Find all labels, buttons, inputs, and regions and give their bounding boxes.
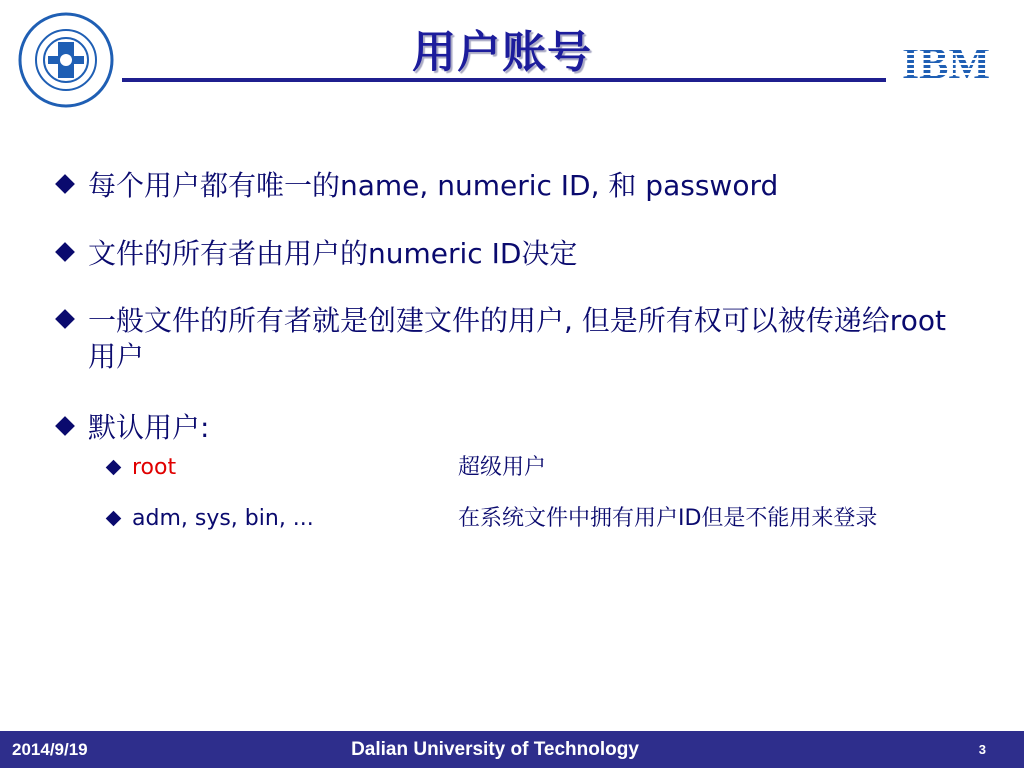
diamond-bullet-icon [55, 416, 75, 436]
user-name: root [132, 455, 177, 480]
bullet-text: 默认用户: [88, 411, 210, 444]
user-description: 超级用户 [458, 455, 547, 480]
diamond-bullet-icon [55, 174, 75, 194]
user-name: adm, sys, bin, ... [132, 506, 314, 531]
diamond-bullet-icon [55, 242, 75, 262]
diamond-bullet-icon [106, 511, 122, 527]
default-user-system [108, 505, 908, 565]
bullet-ownership-transfer [58, 303, 978, 375]
diamond-bullet-icon [106, 460, 122, 476]
title-underline [122, 78, 886, 82]
diamond-bullet-icon [55, 309, 75, 329]
bullet-text: 每个用户都有唯一的name, numeric ID, 和 password [88, 169, 779, 202]
page-number: 3 [978, 742, 986, 757]
footer-date: 2014/9/19 [12, 740, 88, 759]
ibm-logo [888, 40, 1008, 84]
slide-title: 用户账号 [412, 27, 592, 78]
user-description: 在系统文件中拥有用户ID但是不能用来登录 [458, 506, 878, 531]
bullet-file-owner [58, 236, 958, 272]
svg-text:IBM: IBM [902, 40, 990, 84]
footer-organization: Dalian University of Technology [351, 739, 639, 760]
bullet-text: 一般文件的所有者就是创建文件的用户, 但是所有权可以被传递给root用户 [88, 304, 946, 373]
bullet-default-users [58, 410, 958, 446]
default-user-root [108, 454, 908, 484]
bullet-unique-account [58, 168, 958, 204]
footer-bar [0, 731, 1024, 768]
bullet-text: 文件的所有者由用户的numeric ID决定 [88, 237, 578, 270]
